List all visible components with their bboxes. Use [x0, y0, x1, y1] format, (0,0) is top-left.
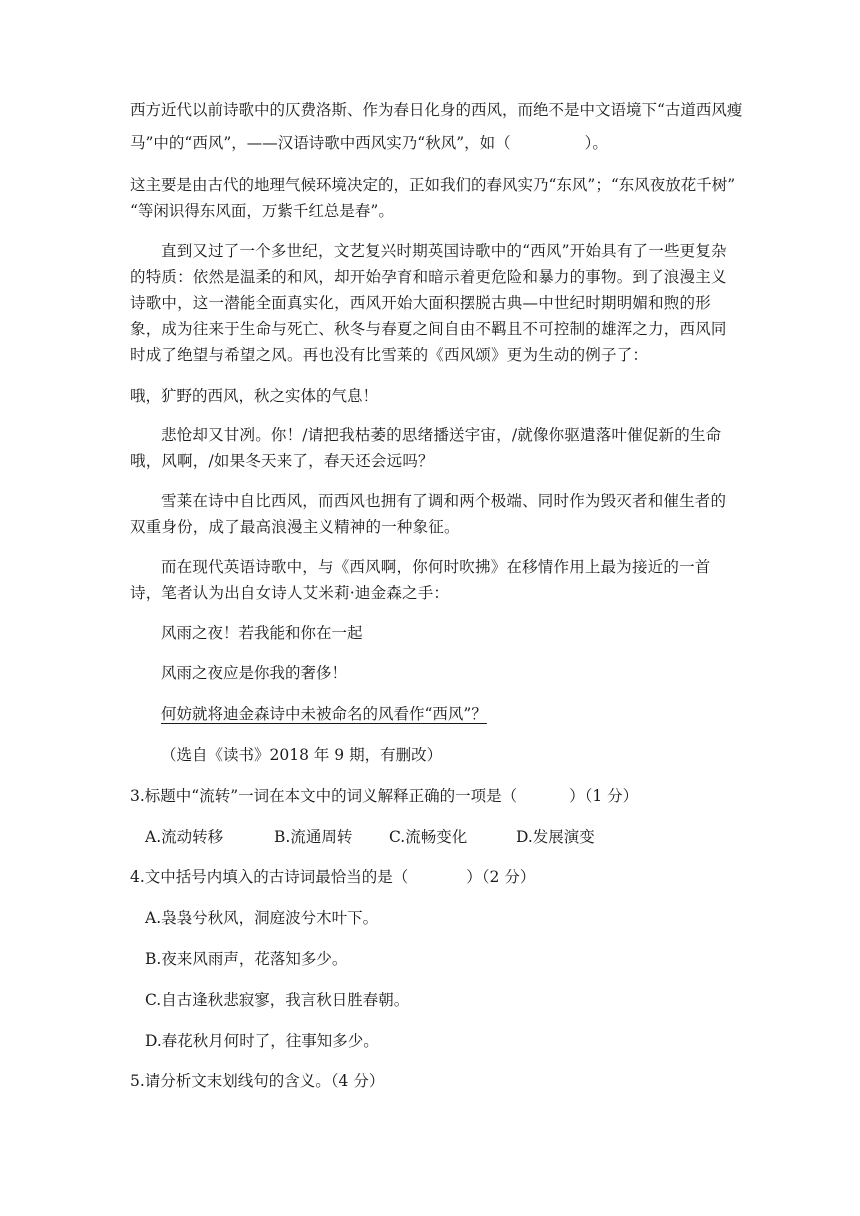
question-4-text: 4.文中括号内填入的古诗词最恰当的是（ — [130, 868, 409, 886]
question-4-option-c: C.自古逢秋悲寂寥，我言秋日胜春朝。 — [145, 991, 410, 1009]
question-4-option-b: B.夜来风雨声，花落知多少。 — [145, 950, 348, 968]
poem-line-2: 风雨之夜应是你我的奢侈！ — [161, 664, 348, 682]
question-5-stem: 5.请分析文末划线句的含义。（4 分） — [130, 1072, 385, 1090]
paragraph-4: 哦，犷野的西风，秋之实体的气息！ — [130, 387, 379, 405]
question-4-stem — [130, 864, 535, 890]
paragraph-7: 而在现代英语诗歌中，与《西风啊，你何时吹拂》在移情作用上最为接近的一首诗，笔者认为出自女诗人艾米莉·迪金森之手： — [130, 558, 711, 602]
question-4-option-d: D.春花秋月何时了，往事知多少。 — [145, 1032, 379, 1050]
question-4-option-a: A.袅袅兮秋风，洞庭波兮木叶下。 — [145, 909, 379, 927]
question-3-option-c: C.流畅变化 — [389, 828, 468, 846]
poem-line-1: 风雨之夜！若我能和你在一起 — [161, 624, 363, 642]
underlined-sentence: 何妨就将迪金森诗中未被命名的风看作“西风”？ — [161, 705, 487, 723]
paragraph-3: 直到又过了一个多世纪，文艺复兴时期英国诗歌中的“西风”开始具有了一些更复杂的特质：依然是温柔的和风，却开始孕育和暗示着更危险和暴力的事物。到了浪漫主义诗歌中，这一潜能全面真实化，西风开始大面积摆脱古典—中世纪时期明媚和煦的形象，成为往来于生命与死亡、秋冬与春夏之间自由不羁且不可控制的雄浑之力，西风同时成了绝望与希望之风。再也没有比雪莱的《西风颂》更为生动的例子了： — [130, 242, 727, 364]
question-3-option-b: B.流通周转 — [274, 828, 353, 846]
question-4-score: ）（2 分） — [466, 868, 536, 886]
question-3-text: 3.标题中“流转”一词在本文中的词义解释正确的一项是（ — [130, 787, 518, 805]
paragraph-6: 雪莱在诗中自比西风，而西风也拥有了调和两个极端、同时作为毁灭者和催生者的双重身份，成了最高浪漫主义精神的一种象征。 — [130, 492, 727, 536]
question-3-score: ）（1 分） — [569, 787, 639, 805]
question-3-option-a: A.流动转移 — [145, 828, 224, 846]
paragraph-2-line-2: “等闲识得东风面，万紫千红总是春”。 — [130, 202, 394, 220]
paragraph-1-line-1: 西方近代以前诗歌中的仄费洛斯、作为春日化身的西风，而绝不是中文语境下“古道西风瘦 — [130, 101, 743, 119]
source-citation: （选自《读书》2018 年 9 期，有删改） — [161, 746, 443, 764]
paragraph-1-text: 马”中的“西风”，——汉语诗歌中西风实乃“秋风”，如（ — [130, 134, 511, 152]
question-3-option-d: D.发展演变 — [516, 828, 595, 846]
paragraph-1-close: ）。 — [584, 134, 608, 152]
question-3-stem — [130, 783, 638, 809]
paragraph-1-line-2 — [130, 130, 608, 156]
paragraph-2-line-1: 这主要是由古代的地理气候环境决定的，正如我们的春风实乃“东风”；“东风夜放花千树” — [130, 176, 736, 194]
paragraph-5: 悲怆却又甘冽。你！/请把我枯萎的思绪播送宇宙，/就像你驱遣落叶催促新的生命哦，风啊，/如果冬天来了，春天还会远吗？ — [130, 426, 722, 470]
